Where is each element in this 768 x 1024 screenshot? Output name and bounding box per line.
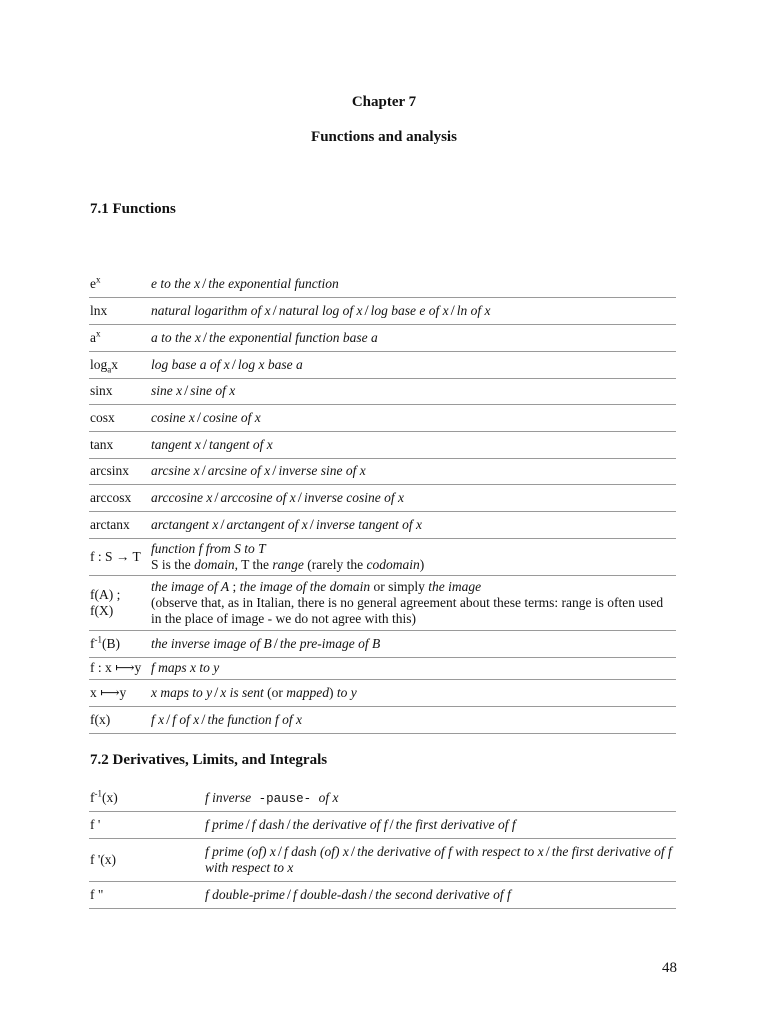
reading-part: S is the: [151, 556, 195, 572]
reading-part: e to the x: [151, 275, 201, 291]
table-row: [89, 538, 676, 575]
reading-part: the second derivative of f: [375, 886, 511, 902]
math-symbol: [89, 811, 204, 838]
reading-part: f dash: [251, 816, 285, 832]
spoken-reading: [204, 881, 676, 908]
reading-part: /: [297, 489, 302, 506]
math-symbol: [89, 484, 150, 511]
reading-part: /: [202, 436, 208, 453]
reading-part: /: [201, 463, 206, 479]
reading-part: -pause-: [251, 791, 319, 806]
math-symbol: [89, 404, 150, 431]
symbol-part: f : S → T: [90, 548, 141, 564]
reading-part: natural logarithm of x: [151, 302, 271, 318]
math-symbol: [89, 786, 204, 811]
reading-part: cosine x: [151, 409, 195, 425]
reading-part: /: [350, 843, 356, 860]
spoken-reading: [204, 786, 676, 811]
symbol-part: -1: [94, 788, 102, 799]
reading-part: f of x: [172, 711, 200, 727]
symbol-part: (B): [102, 635, 120, 651]
spoken-reading: [204, 838, 676, 881]
math-symbol: [89, 511, 150, 538]
reading-part: a to the x: [151, 329, 201, 345]
symbol-part: tanx: [90, 436, 114, 452]
reading-part: /: [245, 816, 250, 833]
spoken-reading: [204, 811, 676, 838]
reading-part: the pre-image of B: [279, 635, 381, 651]
symbol-part: x ⟼y: [90, 684, 127, 700]
reading-part: /: [214, 489, 219, 506]
reading-part: the exponential function: [208, 275, 339, 291]
reading-part: the derivative of f: [292, 816, 388, 832]
spoken-reading: [150, 297, 676, 324]
reading-part: tangent x: [151, 436, 201, 452]
table-row: [89, 786, 676, 811]
reading-part: the image of the domain: [239, 578, 371, 594]
reading-part: /: [184, 383, 189, 399]
spoken-reading: [150, 351, 676, 378]
reading-part: /: [277, 843, 283, 860]
reading-part: /: [196, 409, 202, 426]
reading-part: f double-dash: [293, 886, 367, 902]
reading-part: natural log of x: [278, 302, 363, 318]
math-symbol: [89, 351, 150, 378]
symbol-part: f: [90, 635, 95, 651]
math-symbol: [89, 657, 150, 679]
symbol-part: sinx: [90, 383, 113, 398]
math-symbol: [89, 575, 150, 630]
table-row: [89, 679, 676, 706]
spoken-reading: [150, 378, 676, 404]
reading-part: sine x: [151, 383, 183, 398]
reading-part: f double-prime: [205, 886, 285, 902]
spoken-reading: [150, 630, 676, 657]
reading-part: the image of A: [151, 578, 230, 594]
reading-part: ;: [229, 578, 240, 594]
reading-part: ln of x: [456, 302, 491, 318]
symbol-part: lnx: [90, 302, 108, 318]
math-symbol: [89, 378, 150, 404]
math-symbol: [89, 271, 150, 297]
reading-part: the first derivative of f: [395, 816, 516, 832]
symbol-part: f ': [90, 816, 101, 832]
symbol-part: -1: [94, 634, 102, 644]
reading-part: inverse cosine of x: [303, 489, 405, 505]
symbol-part: f ": [90, 886, 104, 902]
table-row: [89, 404, 676, 431]
table-row: [89, 657, 676, 679]
reading-part: function f from S to T: [151, 540, 266, 556]
derivatives-table: [89, 786, 676, 909]
reading-part: f prime: [205, 816, 244, 832]
reading-part: /: [309, 516, 314, 533]
reading-part: to y: [336, 684, 357, 700]
reading-part: inverse tangent of x: [315, 516, 423, 532]
reading-part: , T the: [234, 556, 273, 572]
table-row: [89, 324, 676, 351]
reading-part: mapped: [286, 684, 330, 700]
table-row: [89, 431, 676, 458]
math-symbol: [89, 679, 150, 706]
symbol-part: x: [96, 274, 101, 285]
spoken-reading: [150, 706, 676, 733]
reading-part: log x base a: [237, 356, 303, 372]
table-row: [89, 378, 676, 404]
math-symbol: [89, 297, 150, 324]
math-symbol: [89, 881, 204, 908]
spoken-reading: [150, 511, 676, 538]
reading-part: tangent of x: [209, 436, 273, 452]
section-heading-derivatives: 7.2 Derivatives, Limits, and Integrals: [90, 752, 328, 768]
reading-part: /: [272, 463, 277, 479]
reading-part: x maps to y: [151, 684, 213, 700]
reading-part: log base a of x: [151, 356, 230, 372]
symbol-part: f '(x): [90, 851, 117, 867]
math-symbol: [89, 838, 204, 881]
symbol-part: e: [90, 275, 96, 291]
spoken-reading: [150, 575, 676, 630]
spoken-reading: [150, 431, 676, 458]
reading-part: arccosine of x: [220, 489, 296, 505]
symbol-part: arctanx: [90, 516, 130, 532]
reading-part: domain: [194, 556, 235, 572]
math-symbol: [89, 706, 150, 733]
symbol-part: x: [96, 328, 101, 338]
spoken-reading: [150, 657, 676, 679]
reading-part: log base e of x: [370, 302, 449, 318]
reading-part: range: [272, 556, 304, 572]
math-symbol: [89, 538, 150, 575]
reading-part: the first derivative of f with respect to x: [205, 843, 672, 875]
reading-part: arcsine of x: [207, 463, 271, 478]
table-row: [89, 706, 676, 733]
reading-part: the exponential function base a: [209, 329, 378, 345]
reading-part: /: [389, 816, 394, 833]
spoken-reading: [150, 458, 676, 484]
symbol-part: f(x): [90, 711, 111, 727]
reading-part: f inverse: [205, 789, 252, 805]
math-symbol: [89, 324, 150, 351]
reading-part: /: [272, 302, 277, 319]
symbol-part: log: [90, 356, 108, 372]
reading-part: f prime (of) x: [205, 843, 276, 859]
math-symbol: [89, 431, 150, 458]
reading-part: sine of x: [190, 383, 236, 398]
symbol-part: cosx: [90, 409, 115, 425]
reading-part: /: [273, 635, 278, 652]
page-number: 48: [662, 960, 677, 976]
reading-part: /: [220, 516, 225, 533]
spoken-reading: [150, 404, 676, 431]
reading-part: ): [419, 556, 425, 572]
symbol-part: f: [90, 790, 95, 806]
reading-part: inverse sine of x: [278, 463, 366, 478]
symbol-part: x: [111, 356, 119, 372]
reading-part: arctangent x: [151, 516, 219, 532]
reading-part: f dash (of) x: [284, 843, 349, 859]
table-row: [89, 630, 676, 657]
reading-part: /: [286, 886, 292, 903]
spoken-reading: [150, 679, 676, 706]
chapter-heading: Chapter 7: [351, 94, 417, 110]
reading-part: (or: [263, 684, 287, 700]
table-row: [89, 838, 676, 881]
chapter-title: Functions and analysis: [311, 129, 457, 145]
symbol-part: a: [90, 329, 96, 345]
table-row: [89, 881, 676, 908]
reading-part: /: [202, 329, 208, 346]
spoken-reading: [150, 484, 676, 511]
reading-part: cosine of x: [203, 409, 261, 425]
reading-part: the image: [428, 578, 482, 594]
reading-part: /: [450, 302, 455, 319]
reading-part: (rarely the: [303, 556, 367, 572]
reading-part: x is sent: [220, 684, 264, 700]
symbol-part: arccosx: [90, 489, 132, 505]
symbol-part: arcsinx: [90, 463, 129, 478]
table-row: [89, 271, 676, 297]
reading-part: f maps x to y: [151, 660, 220, 675]
reading-part: of x: [318, 789, 339, 805]
reading-part: /: [214, 684, 219, 701]
symbol-part: a: [107, 364, 112, 375]
reading-part: the derivative of f with respect to x: [357, 843, 544, 859]
reading-part: ): [329, 684, 337, 700]
math-symbol: [89, 458, 150, 484]
spoken-reading: [150, 538, 676, 575]
reading-part: arccosine x: [151, 489, 213, 505]
reading-part: /: [286, 816, 291, 833]
reading-part: /: [202, 275, 207, 292]
table-row: [89, 297, 676, 324]
table-row: [89, 458, 676, 484]
table-row: [89, 351, 676, 378]
reading-part: /: [166, 711, 171, 728]
symbol-part: f(A) ;: [90, 586, 121, 602]
reading-part: the inverse image of B: [151, 635, 272, 651]
reading-part: (observe that, as in Italian, there is no general agreement about these terms: range is often used in the place of image - we do not agree with this): [151, 594, 664, 626]
reading-part: /: [368, 886, 374, 903]
reading-part: f x: [151, 711, 165, 727]
reading-part: arcsine x: [151, 463, 200, 478]
spoken-reading: [150, 324, 676, 351]
spoken-reading: [150, 271, 676, 297]
table-row: [89, 511, 676, 538]
reading-part: the function f of x: [207, 711, 302, 727]
table-row: [89, 575, 676, 630]
symbol-part: f : x ⟼y: [90, 660, 142, 675]
reading-part: arctangent of x: [226, 516, 308, 532]
reading-part: /: [364, 302, 369, 319]
reading-part: /: [231, 356, 236, 373]
table-row: [89, 811, 676, 838]
reading-part: /: [201, 711, 206, 728]
functions-table: [89, 271, 676, 734]
reading-part: or simply: [370, 578, 429, 594]
symbol-part: (x): [102, 790, 118, 806]
table-row: [89, 484, 676, 511]
math-symbol: [89, 630, 150, 657]
reading-part: codomain: [366, 556, 420, 572]
symbol-part: f(X): [90, 602, 114, 618]
reading-part: /: [545, 843, 550, 860]
section-heading-functions: 7.1 Functions: [90, 201, 176, 217]
